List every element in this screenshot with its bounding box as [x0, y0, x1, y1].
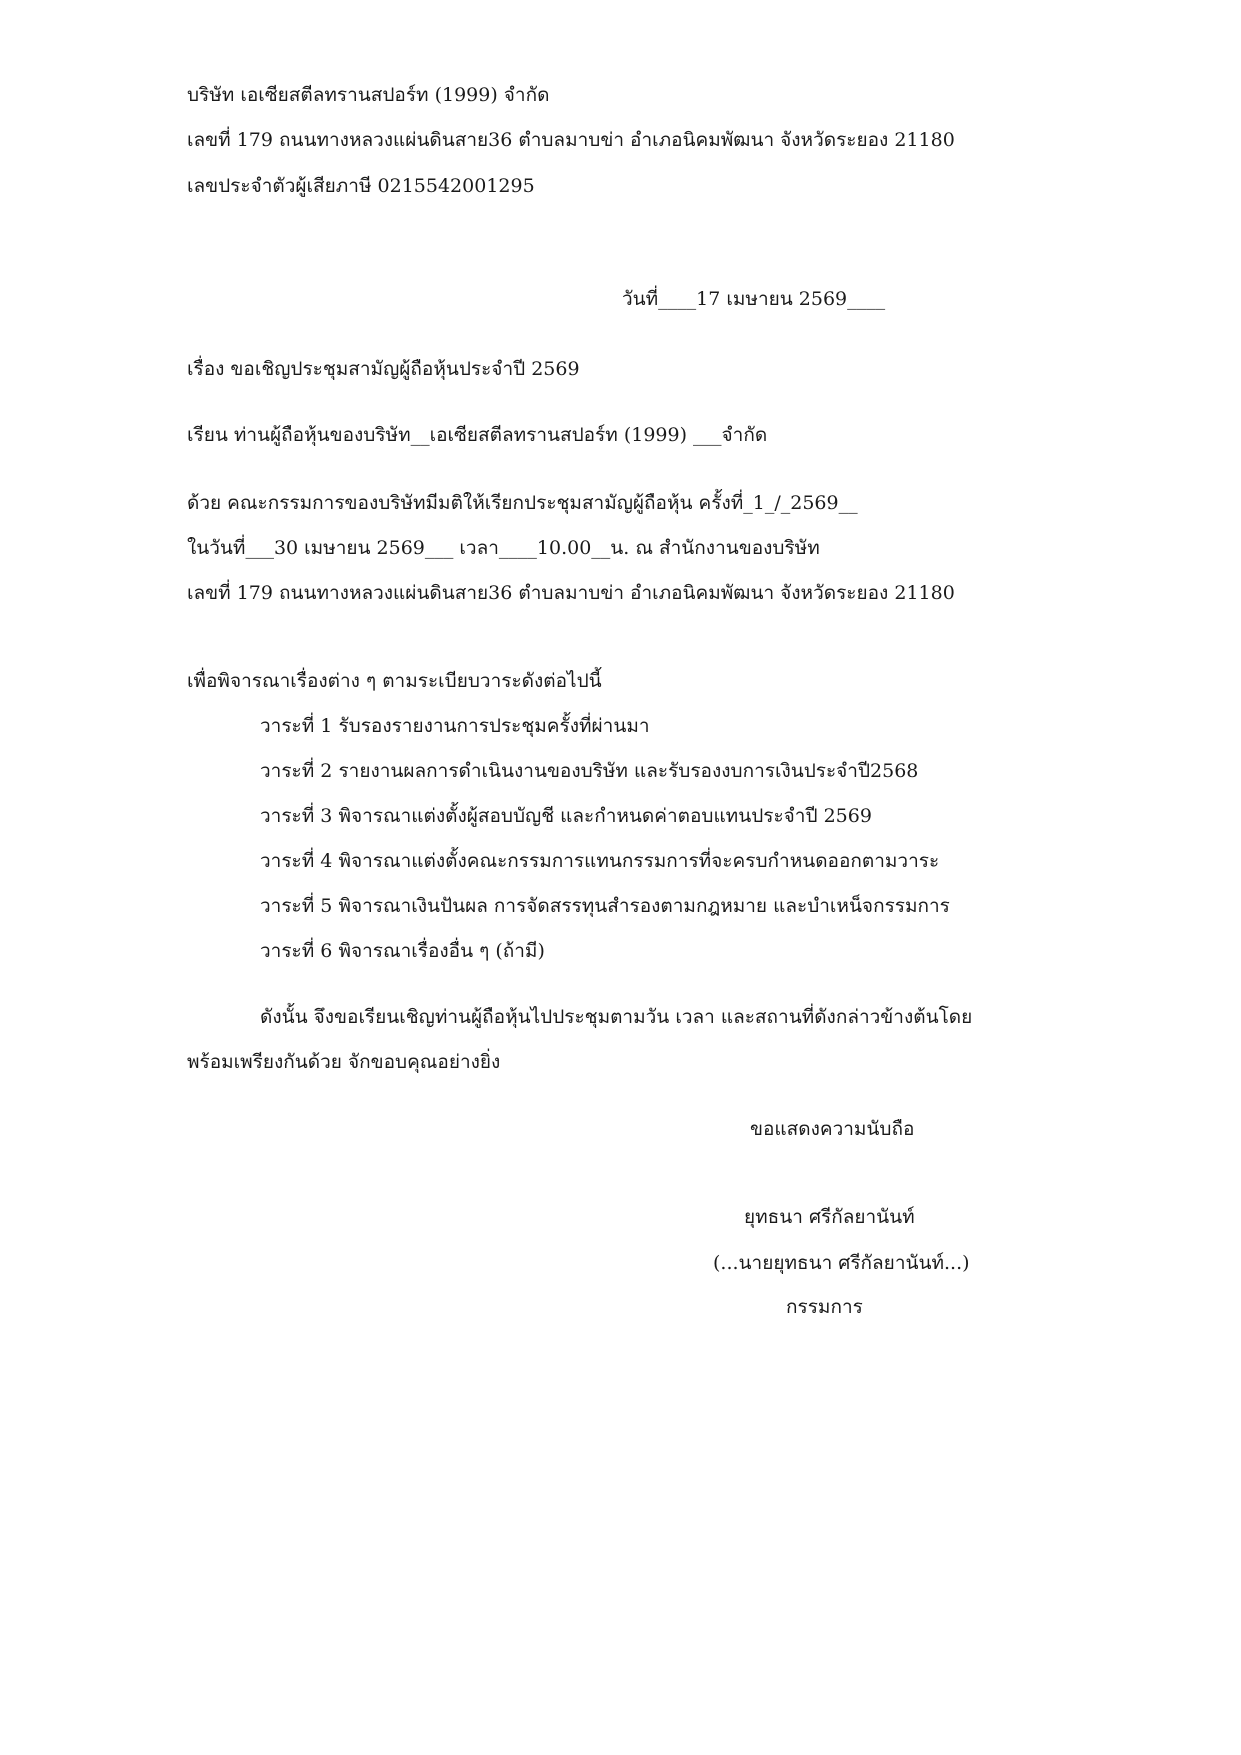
body-line-1: ด้วย คณะกรรมการของบริษัทมีมติให้เรียกประชุมสามัญผู้ถือหุ้น ครั้งที่_1_/_2569__	[187, 492, 858, 514]
company-name: บริษัท เอเซียสตีลทรานสปอร์ท (1999) จำกัด	[187, 84, 550, 106]
company-address: เลขที่ 179 ถนนทางหลวงแผ่นดินสาย36 ตำบลมาบข่า อำเภอนิคมพัฒนา จังหวัดระยอง 21180	[187, 129, 955, 151]
regards-line: ขอแสดงความนับถือ	[750, 1118, 915, 1140]
agenda-item: วาระที่ 6 พิจารณาเรื่องอื่น ๆ (ถ้ามี)	[260, 940, 545, 962]
closing-line-1: ดังนั้น จึงขอเรียนเชิญท่านผู้ถือหุ้นไปประชุมตามวัน เวลา และสถานที่ดังกล่าวข้างต้นโดย	[260, 1006, 973, 1028]
body-line-3: เลขที่ 179 ถนนทางหลวงแผ่นดินสาย36 ตำบลมาบข่า อำเภอนิคมพัฒนา จังหวัดระยอง 21180	[187, 582, 955, 604]
agenda-intro: เพื่อพิจารณาเรื่องต่าง ๆ ตามระเบียบวาระดังต่อไปนี้	[187, 670, 602, 692]
agenda-item: วาระที่ 2 รายงานผลการดำเนินงานของบริษัท และรับรองงบการเงินประจำปี2568	[260, 760, 919, 782]
signer-title: กรรมการ	[786, 1296, 863, 1318]
tax-id: เลขประจำตัวผู้เสียภาษี 0215542001295	[187, 175, 535, 197]
addressee-line: เรียน ท่านผู้ถือหุ้นของบริษัท__เอเซียสตีลทรานสปอร์ท (1999) ___จำกัด	[187, 424, 768, 446]
signer-full-name: (...นายยุทธนา ศรีกัลยานันท์...)	[713, 1252, 970, 1274]
body-line-2: ในวันที่___30 เมษายน 2569___ เวลา____10.00__น. ณ สำนักงานของบริษัท	[187, 537, 820, 559]
agenda-item: วาระที่ 4 พิจารณาแต่งตั้งคณะกรรมการแทนกรรมการที่จะครบกำหนดออกตามวาระ	[260, 850, 940, 872]
agenda-item: วาระที่ 5 พิจารณาเงินปันผล การจัดสรรทุนสำรองตามกฎหมาย และบำเหน็จกรรมการ	[260, 895, 950, 917]
signer-name: ยุทธนา ศรีกัลยานันท์	[744, 1206, 915, 1228]
agenda-item: วาระที่ 3 พิจารณาแต่งตั้งผู้สอบบัญชี และกำหนดค่าตอบแทนประจำปี 2569	[260, 805, 872, 827]
closing-line-2: พร้อมเพรียงกันด้วย จักขอบคุณอย่างยิ่ง	[187, 1051, 501, 1073]
date-line: วันที่____17 เมษายน 2569____	[622, 288, 886, 310]
subject-line: เรื่อง ขอเชิญประชุมสามัญผู้ถือหุ้นประจำปี 2569	[187, 358, 580, 380]
agenda-item: วาระที่ 1 รับรองรายงานการประชุมครั้งที่ผ่านมา	[260, 715, 650, 737]
